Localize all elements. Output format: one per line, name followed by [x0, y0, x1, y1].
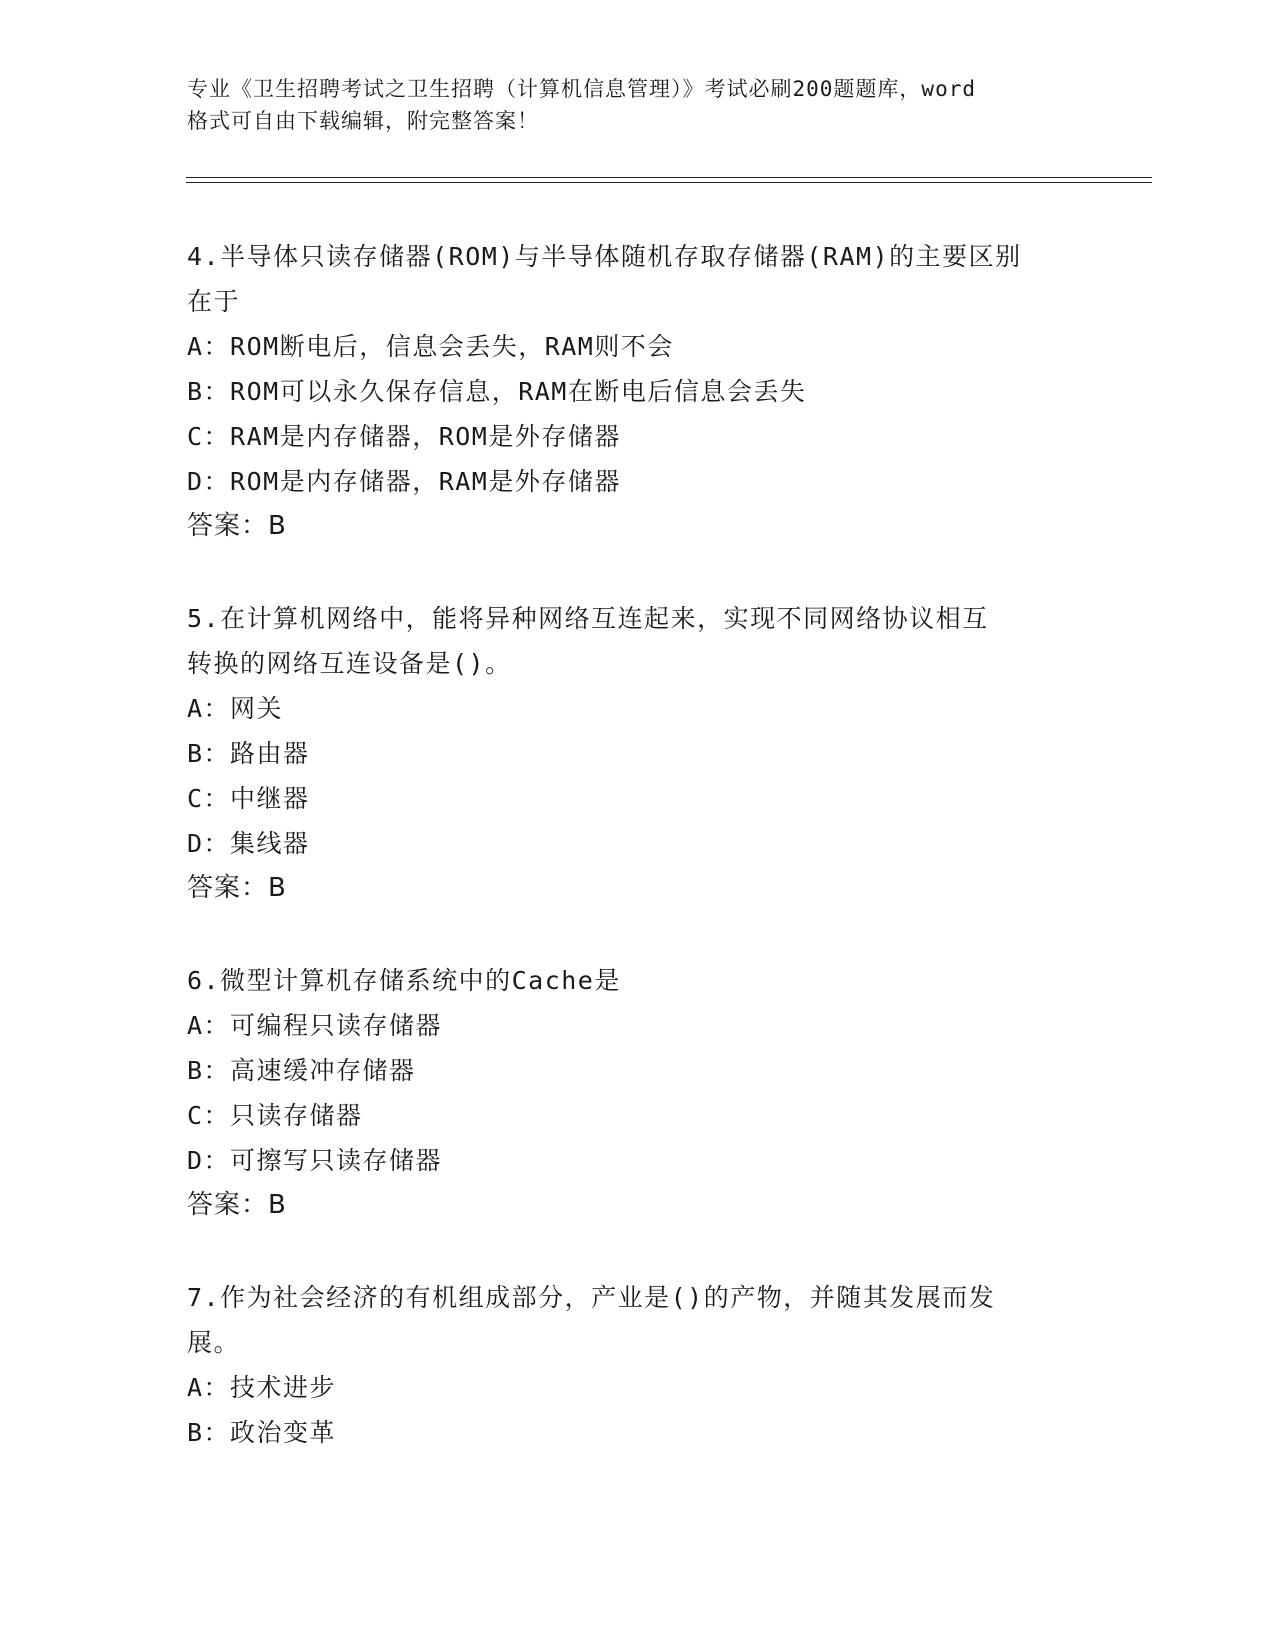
header-divider-bottom: [186, 182, 1152, 183]
question-text: [187, 596, 1087, 686]
question-list: [187, 234, 1087, 1502]
question-6: [187, 958, 1087, 1228]
question-text-line: 5.在计算机网络中，能将异种网络互连起来，实现不同网络协议相互: [187, 604, 989, 633]
question-text: [187, 958, 1087, 1003]
question-text-line: 展。: [187, 1328, 241, 1357]
option-a: A：可编程只读存储器: [187, 1011, 443, 1040]
option-b: B：高速缓冲存储器: [187, 1056, 416, 1085]
header-line-1: 专业《卫生招聘考试之卫生招聘（计算机信息管理）》考试必刷200题题库，word: [187, 77, 976, 101]
document-header: [187, 73, 1087, 137]
question-text-line: 在于: [187, 287, 241, 316]
question-4: [187, 234, 1087, 549]
question-text-line: 4.半导体只读存储器(ROM)与半导体随机存取存储器(RAM)的主要区别: [187, 242, 1022, 271]
option-d: D：集线器: [187, 829, 310, 858]
question-text: [187, 234, 1087, 324]
option-b: B：政治变革: [187, 1418, 337, 1447]
question-7: [187, 1275, 1087, 1455]
answer-label: 答案：B: [187, 873, 287, 903]
header-divider-top: [186, 177, 1152, 178]
question-text: [187, 1275, 1087, 1365]
question-5: [187, 596, 1087, 911]
question-text-line: 7.作为社会经济的有机组成部分，产业是()的产物，并随其发展而发: [187, 1283, 996, 1312]
option-a: A：网关: [187, 694, 284, 723]
option-b: B：ROM可以永久保存信息，RAM在断电后信息会丢失: [187, 377, 807, 406]
option-d: D：可擦写只读存储器: [187, 1146, 443, 1175]
option-c: C：RAM是内存储器，ROM是外存储器: [187, 422, 621, 451]
header-line-2: 格式可自由下载编辑，附完整答案！: [187, 109, 539, 133]
answer-label: 答案：B: [187, 511, 287, 541]
option-a: A：ROM断电后，信息会丢失，RAM则不会: [187, 332, 674, 361]
option-a: A：技术进步: [187, 1373, 337, 1402]
answer-label: 答案：B: [187, 1190, 287, 1220]
option-c: C：中继器: [187, 784, 310, 813]
option-d: D：ROM是内存储器，RAM是外存储器: [187, 467, 621, 496]
question-text-line: 转换的网络互连设备是()。: [187, 649, 512, 678]
option-b: B：路由器: [187, 739, 310, 768]
option-c: C：只读存储器: [187, 1101, 363, 1130]
question-text-line: 6.微型计算机存储系统中的Cache是: [187, 966, 621, 995]
